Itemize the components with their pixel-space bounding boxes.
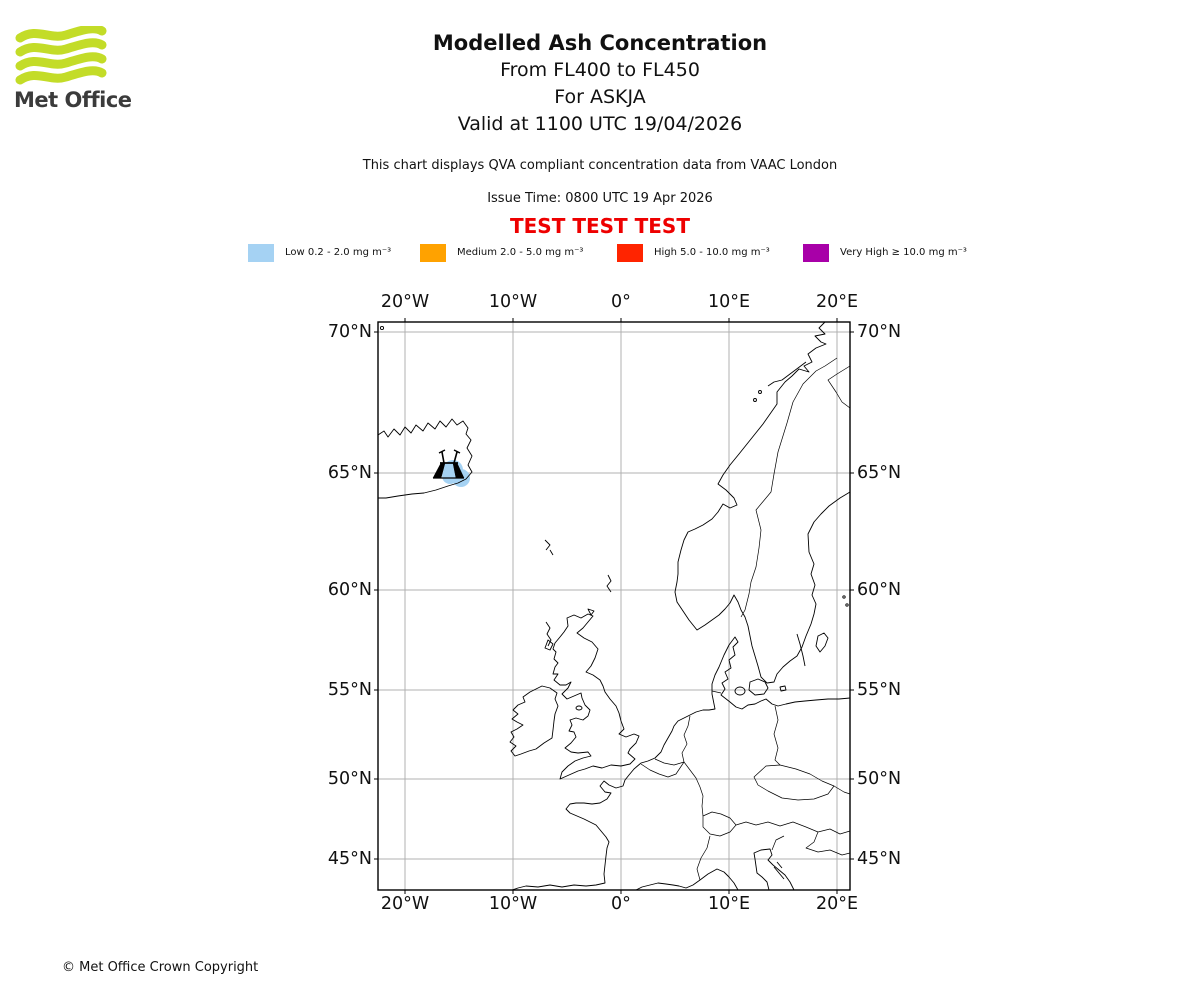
- lon-label-bottom: 0°: [611, 894, 631, 914]
- legend-label: High 5.0 - 10.0 mg m⁻³: [654, 247, 770, 258]
- logo-wordmark: Met Office: [14, 88, 132, 112]
- lat-label-right: 65°N: [857, 463, 902, 483]
- lat-label-left: 50°N: [327, 769, 372, 789]
- coastlines: [378, 322, 850, 890]
- lat-label-right: 50°N: [857, 769, 902, 789]
- legend-swatch: [617, 244, 643, 262]
- lat-label-left: 55°N: [327, 680, 372, 700]
- legend-label: Medium 2.0 - 5.0 mg m⁻³: [457, 247, 584, 258]
- issue-time: Issue Time: 0800 UTC 19 Apr 2026: [487, 191, 713, 206]
- page-title: Modelled Ash Concentration: [432, 31, 768, 55]
- lon-label-top: 10°E: [707, 292, 751, 312]
- axis-ticks: [374, 318, 854, 894]
- copyright-notice: © Met Office Crown Copyright: [62, 960, 259, 975]
- lon-label-top: 10°W: [488, 292, 538, 312]
- subtitle-flight-levels: From FL400 to FL450: [500, 59, 700, 81]
- legend-swatch: [803, 244, 829, 262]
- lat-label-left: 65°N: [327, 463, 372, 483]
- lon-label-bottom: 20°E: [815, 894, 859, 914]
- lat-label-right: 55°N: [857, 680, 902, 700]
- legend-item-high: [617, 243, 770, 262]
- subtitle-volcano: For ASKJA: [554, 86, 646, 108]
- map-frame: [378, 322, 850, 890]
- legend-swatch: [420, 244, 446, 262]
- lat-label-right: 70°N: [857, 322, 902, 342]
- lon-label-top: 20°W: [380, 292, 430, 312]
- lon-label-top: 20°E: [815, 292, 859, 312]
- test-banner: TEST TEST TEST: [510, 214, 690, 238]
- concentration-legend: [0, 243, 1200, 265]
- lat-label-left: 70°N: [327, 322, 372, 342]
- lon-label-top: 0°: [611, 292, 631, 312]
- lon-label-bottom: 10°W: [488, 894, 538, 914]
- lon-label-bottom: 20°W: [380, 894, 430, 914]
- legend-item-low: [248, 243, 391, 262]
- legend-label: Very High ≥ 10.0 mg m⁻³: [840, 247, 967, 258]
- lat-label-left: 45°N: [327, 849, 372, 869]
- lon-label-bottom: 10°E: [707, 894, 751, 914]
- lat-label-left: 60°N: [327, 580, 372, 600]
- map-gridlines: [378, 322, 850, 890]
- title-block: [0, 30, 1200, 138]
- legend-swatch: [248, 244, 274, 262]
- legend-item-very-high: [803, 243, 967, 262]
- legend-label: Low 0.2 - 2.0 mg m⁻³: [285, 247, 392, 258]
- subtitle-valid-time: Valid at 1100 UTC 19/04/2026: [457, 113, 743, 135]
- lat-label-right: 45°N: [857, 849, 902, 869]
- ash-map: [370, 314, 858, 898]
- qva-note: This chart displays QVA compliant concentration data from VAAC London: [362, 158, 838, 173]
- lat-label-right: 60°N: [857, 580, 902, 600]
- legend-item-medium: [420, 243, 583, 262]
